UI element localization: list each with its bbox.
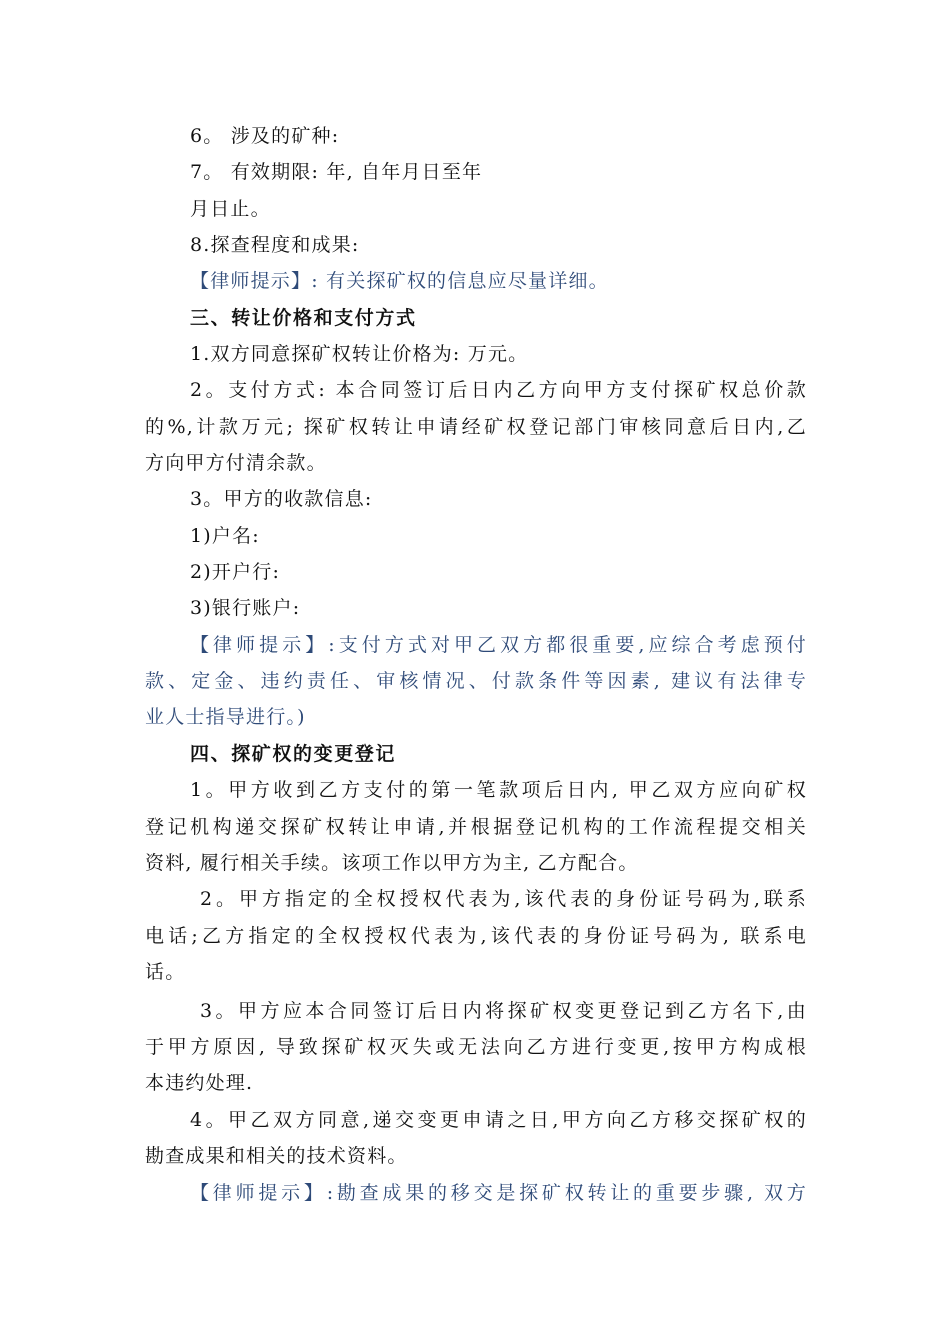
lawyer-tip-1: 【律师提示】: 有关探矿权的信息应尽量详细。 — [190, 270, 609, 292]
transfer-clause-line-1: 3。甲方应本合同签订后日内将探矿权变更登记到乙方名下,由 — [200, 1000, 807, 1022]
payment-clause-line-2: 的%,计款万元; 探矿权转让申请经矿权登记部门审核同意后日内,乙 — [145, 416, 807, 438]
lawyer-tip-3-line-1: 【律师提示】:勘查成果的移交是探矿权转让的重要步骤, 双方 — [190, 1182, 807, 1204]
payee-account-name: 1)户名: — [190, 525, 260, 547]
handover-clause-line-1: 4。甲乙双方同意,递交变更申请之日,甲方向乙方移交探矿权的 — [190, 1109, 807, 1131]
section-3-heading: 三、转让价格和支付方式 — [190, 307, 417, 329]
payee-bank: 2)开户行: — [190, 561, 281, 583]
item-8-exploration-results: 8.探查程度和成果: — [190, 234, 360, 256]
item-7-validity-period: 7。 有效期限: 年, 自年月日至年 — [190, 161, 483, 183]
payment-clause-line-1: 2。支付方式: 本合同签订后日内乙方向甲方支付探矿权总价款 — [190, 379, 807, 401]
item-7-continuation: 月日止。 — [190, 198, 271, 220]
representative-clause-line-3: 话。 — [145, 961, 186, 983]
payee-account-number: 3)银行账户: — [190, 597, 301, 619]
lawyer-tip-2-line-2: 款、定金、违约责任、审核情况、付款条件等因素, 建议有法律专 — [145, 670, 807, 692]
registration-clause-1-line-1: 1。甲方收到乙方支付的第一笔款项后日内, 甲乙双方应向矿权 — [190, 779, 807, 801]
price-clause-1: 1.双方同意探矿权转让价格为: 万元。 — [190, 343, 529, 365]
transfer-clause-line-3: 本违约处理. — [145, 1072, 254, 1094]
lawyer-tip-2-line-1: 【律师提示】:支付方式对甲乙双方都很重要,应综合考虑预付 — [190, 634, 807, 656]
payee-info-heading: 3。甲方的收款信息: — [190, 488, 373, 510]
representative-clause-line-1: 2。甲方指定的全权授权代表为,该代表的身份证号码为,联系 — [200, 888, 807, 910]
lawyer-tip-2-line-3: 业人士指导进行。) — [145, 706, 306, 728]
registration-clause-1-line-2: 登记机构递交探矿权转让申请,并根据登记机构的工作流程提交相关 — [145, 816, 807, 838]
transfer-clause-line-2: 于甲方原因, 导致探矿权灭失或无法向乙方进行变更,按甲方构成根 — [145, 1036, 807, 1058]
payment-clause-line-3: 方向甲方付清余款。 — [145, 452, 327, 474]
registration-clause-1-line-3: 资料, 履行相关手续。该项工作以甲方为主, 乙方配合。 — [145, 852, 639, 874]
section-4-heading: 四、探矿权的变更登记 — [190, 743, 397, 765]
item-6-mineral-type: 6。 涉及的矿种: — [190, 125, 340, 147]
representative-clause-line-2: 电话;乙方指定的全权授权代表为,该代表的身份证号码为, 联系电 — [145, 925, 807, 947]
handover-clause-line-2: 勘查成果和相关的技术资料。 — [145, 1145, 408, 1167]
